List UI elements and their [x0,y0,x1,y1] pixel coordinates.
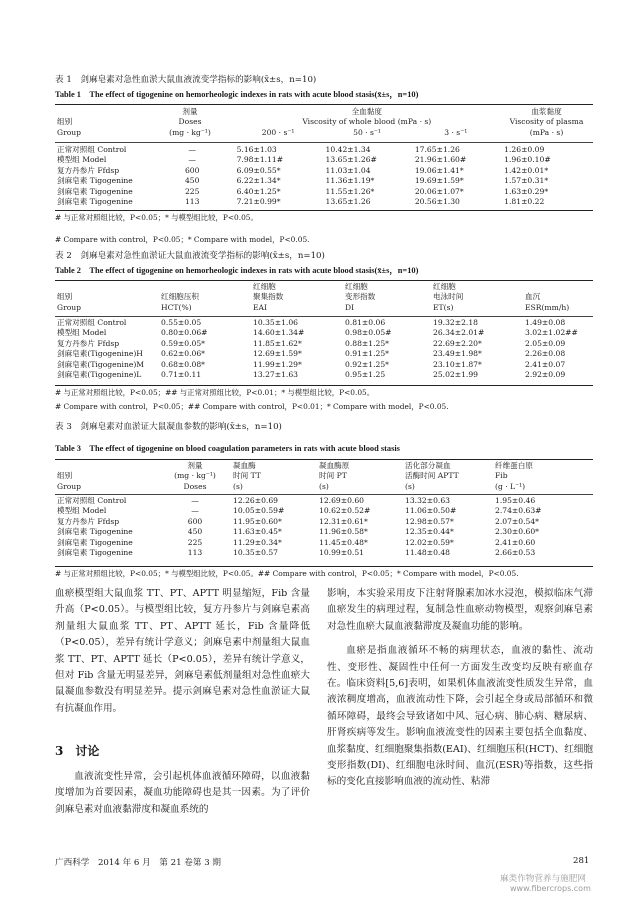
table-cell: 17.65±1.26 [414,145,460,154]
table-row [55,548,593,558]
table-cell: 12.31±0.61* [319,516,368,526]
table-cell: 0.92±1.25* [345,359,389,369]
table-cell: 2.07±0.54* [495,516,539,526]
table-row [55,197,593,207]
row-label: 正常对照组 Control [57,496,127,505]
table-cell: 7.98±1.11# [236,155,284,165]
table-cell: 113 [187,548,203,558]
row-label: 复方丹参片 Ffdsp [57,516,120,526]
table-cell: 0.98±0.05# [345,328,392,338]
row-label: 正常对照组 Control [57,318,127,327]
table-cell: 0.68±0.08* [161,359,205,369]
table-row [55,328,593,338]
table-cell: 11.48±0.48 [405,548,451,558]
table3-header [55,461,593,492]
table1-note-en: # Compare with control，P<0.05；* Compare with model，P<0.05. [55,235,310,244]
table-cell: 11.95±0.60* [233,516,282,526]
t1-dose-unit: (mg · kg⁻¹) [169,127,211,137]
row-label: 复方丹参片 Ffdsp [57,338,120,348]
t1-wb-label: 全血黏度 [351,107,382,116]
table-cell: 450 [187,527,203,537]
table-cell: 1.96±0.10# [504,155,551,165]
t3-pt-label2: 时间 PT [319,471,347,481]
left-column [55,586,310,717]
table-cell: 0.81±0.06 [345,318,386,327]
table2-top-rule [55,280,593,281]
table-cell: — [188,145,196,154]
table-cell: 12.69±1.59* [253,349,302,359]
t1-dose-label: 剂量 [182,107,198,116]
table1-bottom-rule [55,210,593,211]
table-cell: 20.06±1.07* [414,186,464,196]
table-cell: 11.36±1.19* [325,176,375,186]
t2-esr-label: 血沉 [525,292,541,302]
table-row [55,155,593,165]
table-cell: 1.95±0.46 [495,496,536,505]
table-cell: — [191,506,199,516]
table-cell: 0.55±0.05 [161,318,202,327]
t2-et-label2: 电泳时间 [433,292,464,302]
table-cell: 23.10±1.87* [433,359,482,369]
t1-plasma-en: Viscosity of plasma [509,117,584,127]
table-cell: 0.95±1.25 [345,370,386,380]
table-cell: 19.32±2.18 [433,318,479,327]
discussion-paragraph-1: 血液流变性异常，会引起机体血液循环障碍，以血液黏度增加为首要因素，凝血功能障碍也是其一因素。为了评价剑麻皂素对血液黏滞度和凝血系统的 [55,771,310,815]
table-cell: 13.65±1.26 [325,197,371,207]
t3-group-en: Group [57,481,82,491]
watermark-text: 麻类作物营养与施肥网 [500,874,586,884]
table-cell: 20.56±1.30 [414,197,460,207]
row-label: 剑麻皂素(Tigogenine)M [57,359,145,369]
table-cell: 5.16±1.03 [236,145,277,154]
journal-footer: 广西科学 2014 年 6 月 第 21 卷第 3 期 [55,858,221,868]
table-row [55,506,593,516]
table-row [55,318,593,328]
table-cell: 11.45±0.48* [319,537,368,547]
table-cell: 12.02±0.59* [405,537,454,547]
table-cell: 2.92±0.09 [525,370,566,380]
table-cell: 450 [184,176,200,186]
table-cell: 600 [184,165,200,175]
table1-note-cn: # 与正常对照组比较，P<0.05；* 与模型组比较，P<0.05。 [55,213,258,222]
table-row [55,496,593,506]
t2-et-en: ET(s) [433,302,454,312]
table-cell: 6.40±1.25* [236,186,281,196]
table2-mid-rule [55,316,593,317]
table-cell: 23.49±1.98* [433,349,482,359]
t1-dose-en: Doses [178,117,202,127]
table-cell: 10.05±0.59# [233,506,285,516]
table-cell: 11.29±0.34* [233,537,282,547]
table-cell: 12.98±0.57* [405,516,454,526]
table2-note-cn: # 与正常对照组比较，P<0.05；## 与正常对照组比较，P<0.01；* 与模型组比较，P<0.05。 [55,388,375,397]
t1-wb-3: 3 · s⁻¹ [444,127,468,137]
table-cell: 2.41±0.60 [495,537,536,547]
table3-bottom-rule [55,566,593,567]
table-cell: 13.65±1.26# [325,155,377,165]
table-row [55,339,593,349]
discussion-paragraph-2: 影响，本实验采用皮下注射肾腺素加冰水浸泡，模拟临床气滞血瘀发生的病理过程，复制急性血瘀动物模型，观察剑麻皂素对急性血瘀大鼠血液黏滞度及凝血功能的影响。 [327,588,593,632]
table2-body [55,318,593,380]
table-cell: 10.62±0.52# [319,506,371,516]
t1-plasma-label: 血浆黏度 [531,107,562,116]
table1-mid-rule [55,142,593,143]
table-cell: 12.26±0.69 [233,496,279,505]
table-row [55,370,593,380]
t2-eai-label2: 聚集指数 [253,292,284,302]
table-cell: — [188,155,196,165]
row-label: 剑麻皂素 Tigogenine [57,176,133,186]
table2-header [55,282,593,313]
table-cell: 1.42±0.01* [504,165,549,175]
table-cell: 11.96±0.58* [319,527,368,537]
table1-body [55,145,593,207]
table-cell: 0.91±1.25* [345,349,389,359]
table3-caption-en: Table 3 The effect of tigogenine on blood coagulation parameters in rats with acute blood stasis [55,444,400,453]
table-cell: 12.35±0.44* [405,527,454,537]
row-label: 剑麻皂素(Tigogenine)L [57,370,142,380]
table-cell: 1.63±0.29* [504,186,549,196]
page-number: 281 [573,856,590,866]
table1-caption-cn: 表 1 剑麻皂素对急性血淤大鼠血液流变学指标的影响(x̄±s，n=10) [55,75,317,85]
table-cell: 2.30±0.60* [495,527,539,537]
row-label: 复方丹参片 Ffdsp [57,165,120,175]
table3-body [55,496,593,558]
row-label: 剑麻皂素 Tigogenine [57,527,133,537]
table2-caption-cn: 表 2 剑麻皂素对急性血淤证大鼠血液流变学指标的影响(x̄±s，n=10) [55,251,325,261]
t1-wb-200: 200 · s⁻¹ [261,127,295,137]
row-label: 剑麻皂素 Tigogenine [57,197,133,207]
table-cell: 19.06±1.41* [414,165,464,175]
table-cell: 2.66±0.53 [495,548,536,558]
table-cell: 14.60±1.34# [253,328,305,338]
table-row [55,176,593,186]
t3-fib-label: 纤维蛋白原 [495,461,533,470]
row-label: 模型组 Model [57,155,107,165]
table3-top-rule [55,459,593,460]
t2-esr-en: ESR(mm/h) [525,302,570,312]
t3-aptt-label: 活化部分凝血 [405,461,451,470]
t3-dose-en: Doses [183,481,207,491]
t2-eai-en: EAI [253,302,268,312]
t3-aptt-unit: (s) [405,481,415,491]
table-row [55,145,593,155]
table-cell: 0.71±0.11 [161,370,202,380]
table-cell: 10.42±1.34 [325,145,371,154]
t3-fib-unit: (g · L⁻¹) [495,481,526,491]
table-cell: 11.85±1.62* [253,338,302,348]
table-cell: 0.80±0.06# [161,328,208,338]
section-heading-discussion: 3 讨论 [55,744,100,758]
table-cell: 1.26±0.09 [504,145,545,154]
table-cell: 3.02±1.02## [525,328,578,338]
table3-caption-cn: 表 3 剑麻皂素对血淤证大鼠凝血参数的影响(x̄±s，n=10) [55,422,282,432]
watermark-url: www.fibercrops.com [510,884,591,893]
table-cell: 2.05±0.09 [525,338,566,348]
table-cell: — [191,496,199,505]
t1-wb-en: Viscosity of whole blood (mPa · s) [302,117,432,127]
t3-aptt-label2: 活酶时间 APTT [405,471,459,481]
table-cell: 11.63±0.45* [233,527,282,537]
table-cell: 600 [187,516,203,526]
table-cell: 21.96±1.60# [414,155,467,165]
table-cell: 1.57±0.31* [504,176,549,186]
t2-group-label: 组别 [57,292,73,302]
t2-di-label: 红细胞 [345,282,368,291]
table3-mid-rule [55,494,593,495]
t2-hct-en: HCT(%) [161,302,192,312]
t2-di-label2: 变形指数 [345,292,376,302]
t2-et-label: 红细胞 [433,282,456,291]
table3-note: # 与正常对照组比较，P<0.05；* 与模型组比较，P<0.05。## Compare with control，P<0.05；* Compare with model，P<0.05. [55,569,519,578]
table-cell: 19.69±1.59* [414,176,464,186]
table-cell: 2.26±0.08 [525,349,566,359]
table-cell: 11.55±1.26* [325,186,375,196]
table-cell: 11.99±1.29* [253,359,302,369]
table2-bottom-rule [55,385,593,386]
t3-dose-unit: (mg · kg⁻¹) [174,471,216,481]
table-cell: 10.35±0.57 [233,548,279,558]
table-cell: 26.34±2.01# [433,328,485,338]
table-cell: 225 [184,186,200,196]
t1-group-label: 组别 [57,117,73,127]
t1-plasma-unit: (mPa · s) [529,127,564,137]
left-column-2 [55,769,310,818]
table-cell: 10.99±0.51 [319,548,365,558]
table-cell: 10.35±1.06 [253,318,299,327]
table1-caption-en: Table 1 The effect of tigogenine on hemorheologic indexes in rats with acute blood stasis(x̄±s，n=10) [55,90,419,99]
table-cell: 6.22±1.34* [236,176,281,186]
table-cell: 0.88±1.25* [345,338,389,348]
t2-eai-label: 红细胞 [253,282,276,291]
table2-note-en: # Compare with control，P<0.05；## Compare with control，P<0.01；* Compare with model，P<0.05. [55,402,449,411]
row-label: 剑麻皂素 Tigogenine [57,537,133,547]
table-cell: 25.02±1.99 [433,370,479,380]
table-cell: 1.49±0.08 [525,318,566,327]
table-cell: 12.69±0.60 [319,496,365,505]
row-label: 剑麻皂素 Tigogenine [57,548,133,558]
row-label: 剑麻皂素 Tigogenine [57,186,133,196]
table-cell: 113 [184,197,200,207]
table-cell: 225 [187,537,203,547]
table-cell: 13.32±0.63 [405,496,451,505]
table-cell: 11.03±1.04 [325,165,371,175]
right-column [327,586,593,791]
row-label: 剑麻皂素(Tigogenine)H [57,349,143,359]
t3-group-label: 组别 [57,471,73,481]
table-cell: 0.62±0.06* [161,349,205,359]
result-paragraph: 血瘀模型组大鼠血浆 TT、PT、APTT 明显缩短，Fib 含量升高（P<0.05）。与模型组比较，复方丹参片与剑麻皂素高剂量组大鼠血浆 TT、PT、APTT 延长，Fib 含量降低（P<0.05），差异有统计学意义；剑麻皂素中剂量组大鼠血浆 TT、PT、APTT 延长（P<0.05），差异有统计学意义，但对 Fib 含量无明显差异，剑麻皂素低剂量组对急性血瘀大鼠凝血参数没有明显差异。提示剑麻皂素对急性血淤证大鼠有抗凝血作用。 [55,588,310,714]
table1-top-rule [55,104,593,105]
table-cell: 13.27±1.63 [253,370,299,380]
table-cell: 2.74±0.63# [495,506,542,516]
discussion-paragraph-3: 血瘀是指血液循环不畅的病理状态，血液的黏性、流动性、变形性、凝固性中任何一方面发生改变均反映有瘀血存在。临床资料[5,6]表明，如果机体血液流变性质发生异常，血液浓稠度增高，血液流动性下降，会引起全身或局部循环和微循环障碍，最终会导致诸如中风、冠心病、肺心病、糖尿病、肝肾疾病等发生。影响血液流变性的因素主要包括全血黏度、血浆黏度、红细胞聚集指数(EAI)、红细胞压积(HCT)、红细胞变形指数(DI)、红细胞电泳时间、血沉(ESR)等指数，这些指标的变化直接影响血液的流动性、粘滞 [327,645,593,788]
t1-wb-50: 50 · s⁻¹ [353,127,381,137]
table2-caption-en: Table 2 The effect of tigogenine on hemorheologic indexes in rats with acute blood stasis(x̄±s，n=10) [55,266,419,275]
t3-tt-label: 凝血酶 [233,461,256,470]
row-label: 模型组 Model [57,328,107,338]
table-row [55,349,593,359]
table-cell: 2.41±0.07 [525,359,566,369]
table-cell: 0.59±0.05* [161,338,205,348]
t2-hct-label: 红细胞压积 [161,292,199,302]
table-cell: 1.81±0.22 [504,197,545,207]
table-cell: 11.06±0.50# [405,506,457,516]
t3-pt-label: 凝血酶原 [319,461,350,470]
t2-di-en: DI [345,302,355,312]
table-row [55,527,593,537]
t3-dose-label: 剂量 [187,461,203,470]
table-cell: 22.69±2.20* [433,338,482,348]
t3-tt-unit: (s) [233,481,243,491]
table-row [55,166,593,176]
table-cell: 6.09±0.55* [236,165,281,175]
table1-header [55,107,593,138]
t3-fib-label2: Fib [495,471,508,481]
table-cell: 7.21±0.99* [236,197,281,207]
t2-group-en: Group [57,302,82,312]
t1-group-en: Group [57,127,82,137]
row-label: 模型组 Model [57,506,107,516]
t3-pt-unit: (s) [319,481,329,491]
table-row [55,538,593,548]
row-label: 正常对照组 Control [57,145,127,154]
table-row [55,517,593,527]
table-row [55,360,593,370]
t3-tt-label2: 时间 TT [233,471,261,481]
table-row [55,187,593,197]
